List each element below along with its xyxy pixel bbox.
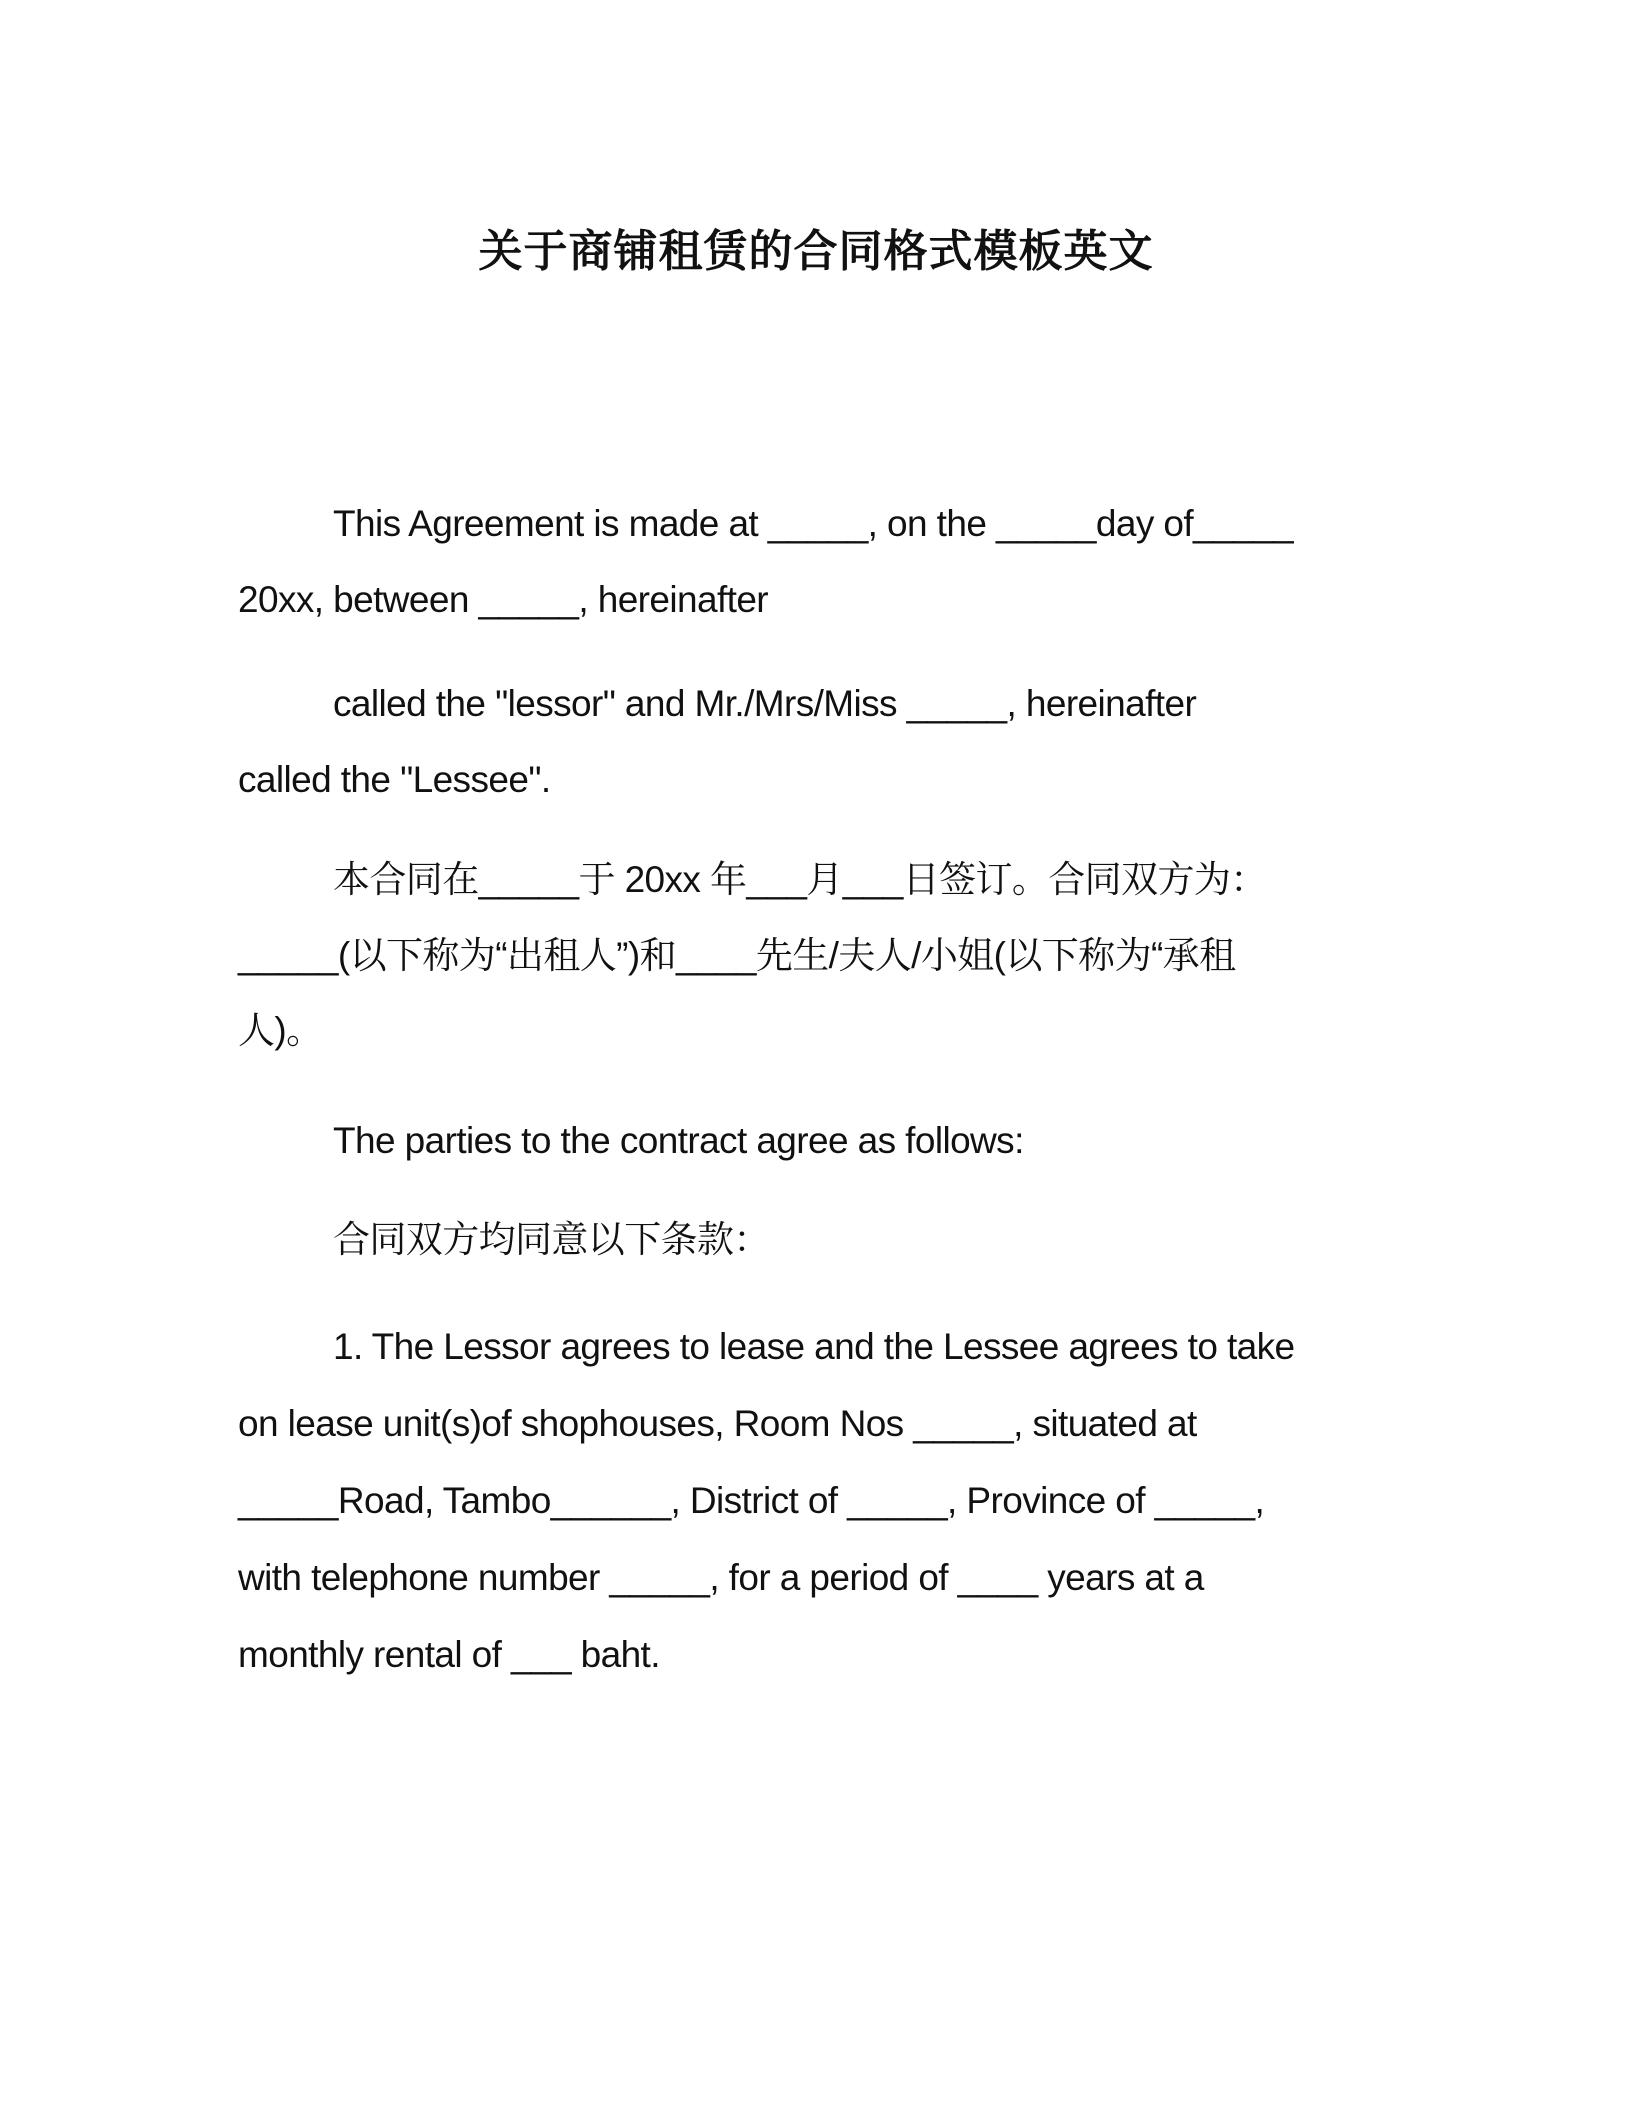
text-line: with telephone number _____, for a period of ____ years at a (238, 1557, 1204, 1598)
text-line: This Agreement is made at _____, on the _____day of_____ (333, 503, 1293, 544)
text-line: _____(以下称为“出租人”)和____先生/夫人/小姐(以下称为“承租 (238, 935, 1236, 976)
text-line: on lease unit(s)of shophouses, Room Nos _____, situated at (238, 1403, 1197, 1444)
text-line: The parties to the contract agree as follows: (333, 1120, 1024, 1161)
text-line: 本合同在_____于 20xx 年___月___日签订。合同双方为： (333, 859, 1267, 900)
text-line: 20xx, between _____, hereinafter (238, 579, 769, 620)
text-line: called the "lessor" and Mr./Mrs/Miss _____, hereinafter (333, 683, 1197, 724)
text-line: 1. The Lessor agrees to lease and the Lessee agrees to take (333, 1326, 1295, 1367)
text-line: 合同双方均同意以下条款： (333, 1219, 770, 1260)
text-line: monthly rental of ___ baht. (238, 1634, 660, 1675)
text-line: called the "Lessee". (238, 759, 551, 800)
text-line: 人)。 (238, 1010, 323, 1051)
document-title: 关于商铺租赁的合同格式模板英文 (478, 227, 1154, 276)
text-line: _____Road, Tambo______, District of _____, Province of _____, (238, 1480, 1265, 1521)
